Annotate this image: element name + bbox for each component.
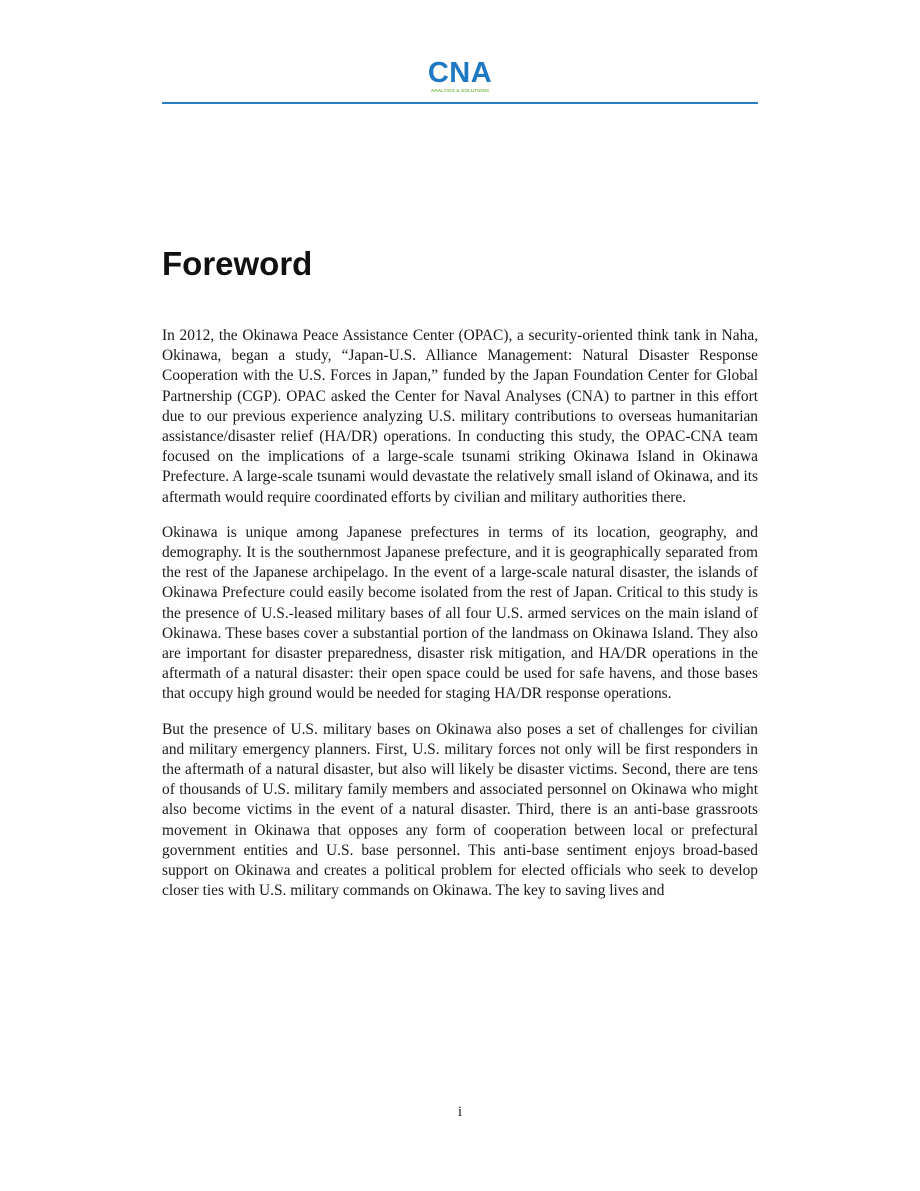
page-number: i (457, 1104, 463, 1120)
logo-wordmark: CNA (427, 57, 493, 89)
paragraph-2: Okinawa is unique among Japanese prefectures in terms of its location, geography, and demography. It is the southernmost Japanese prefecture, and it is geographically separated from the rest of the Japanese archipelago. In the event of a large-scale natural disaster, the islands of Okinawa Prefecture could easily become isolated from the rest of Japan. Critical to this study is the presence of U.S.-leased military bases of all four U.S. armed services on the main island of Okinawa. These bases cover a substantial portion of the landmass on Okinawa Island. They also are important for disaster preparedness, disaster risk mitigation, and HA/DR operations in the aftermath of a natural disaster: their open space could be used for safe havens, and those bases that occupy high ground would be needed for staging HA/DR response operations. (162, 523, 758, 703)
paragraph-1: In 2012, the Okinawa Peace Assistance Center (OPAC), a security-oriented think tank in Naha, Okinawa, began a study, “Japan-U.S. Alliance Management: Natural Disaster Response Cooperation with the U.S. Forces in Japan,” funded by the Japan Foundation Center for Global Partnership (CGP). OPAC asked the Center for Naval Analyses (CNA) to partner in this effort due to our previous experience analyzing U.S. military contributions to overseas humanitarian assistance/disaster relief (HA/DR) operations. In conducting this study, the OPAC-CNA team focused on the implications of a large-scale tsunami striking Okinawa Island in Okinawa Prefecture. A large-scale tsunami would devastate the relatively small island of Okinawa, and its aftermath would require coordinated efforts by civilian and military authorities there. (162, 327, 758, 506)
paragraph-3: But the presence of U.S. military bases on Okinawa also poses a set of challenges for civilian and military emergency planners. First, U.S. military forces not only will be first responders in the aftermath of a natural disaster, but also will likely be disaster victims. Second, there are tens of thousands of U.S. military family members and associated personnel on Okinawa who might also become victims in the event of a natural disaster. Third, there is an anti-base grassroots movement in Okinawa that opposes any form of cooperation between local or prefectural government entities and U.S. base personnel. This anti-base sentiment enjoys broad-based support on Okinawa and creates a political problem for elected officials who seek to develop closer ties with U.S. military commands on Okinawa. The key to saving lives and (162, 720, 758, 900)
logo-tagline: ANALYSIS & SOLUTIONS (430, 88, 490, 93)
page-title: Foreword (162, 245, 313, 282)
foreword-body (162, 326, 758, 916)
cna-logo (418, 58, 502, 96)
header-divider (162, 102, 758, 104)
